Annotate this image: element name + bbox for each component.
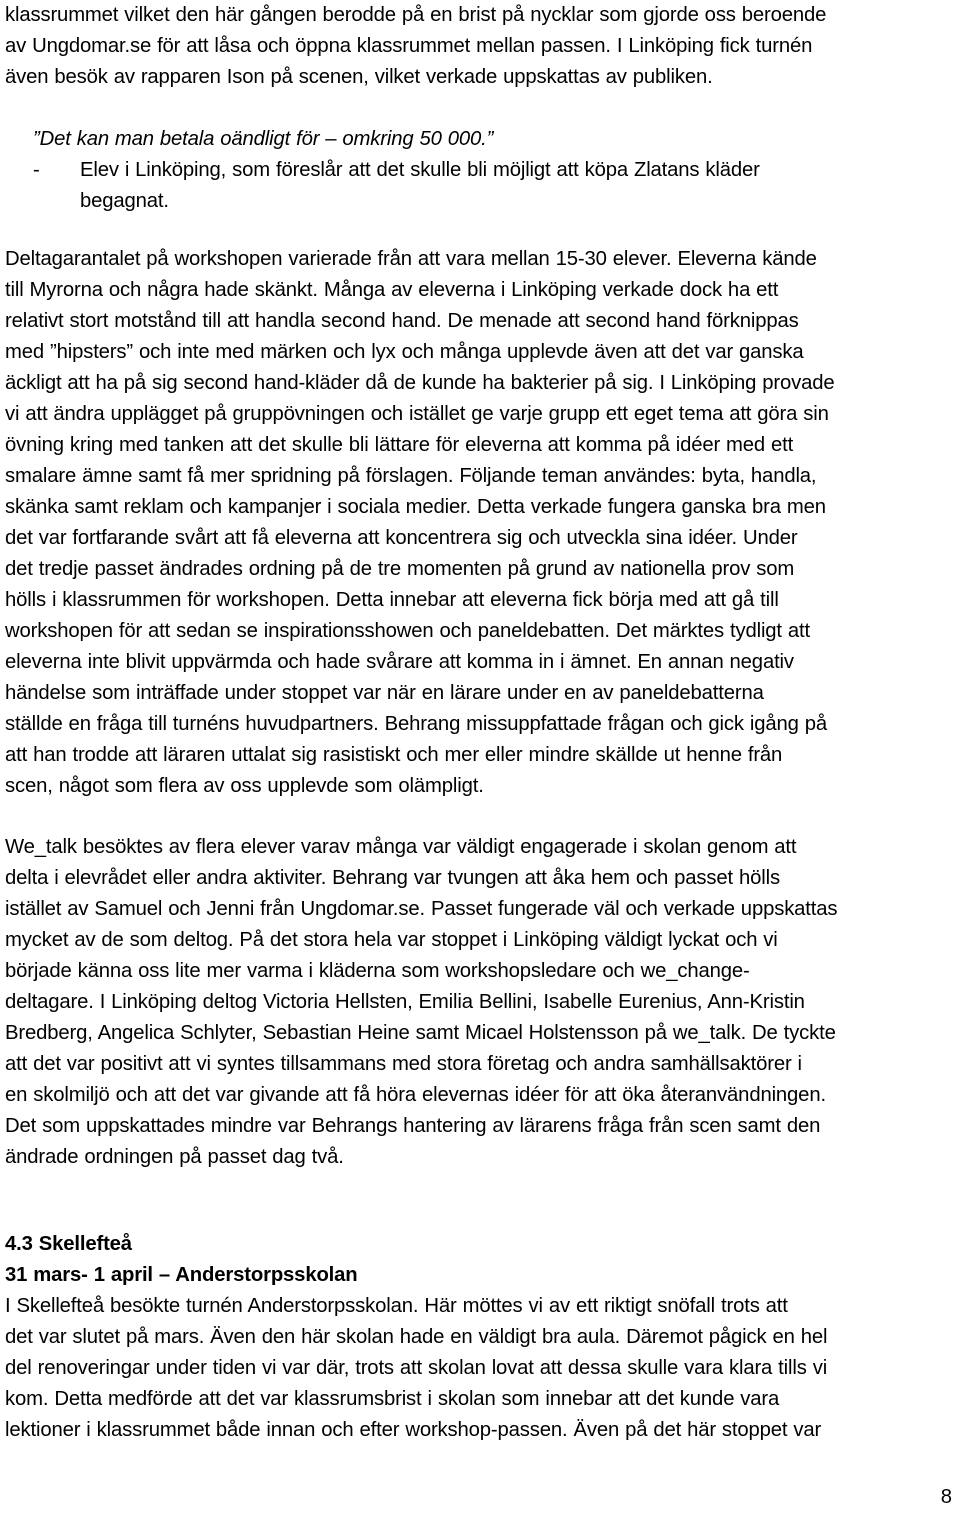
text-line: ändrade ordningen på passet dag två. [5, 1146, 344, 1168]
text-line: relativt stort motstånd till att handla second hand. De menade att second hand förknippas [5, 310, 799, 332]
quote-attribution-text: begagnat. [80, 190, 169, 212]
text-line: även besök av rapparen Ison på scenen, vilket verkade uppskattas av publiken. [5, 66, 713, 88]
text-line: We_talk besöktes av flera elever varav många var väldigt engagerade i skolan genom att [5, 836, 797, 858]
text-line: kom. Detta medförde att det var klassrumsbrist i skolan som innebar att det kunde vara [5, 1388, 780, 1410]
text-line: hölls i klassrummen för workshopen. Detta innebar att eleverna fick börja med att gå till [5, 589, 779, 611]
text-line: att det var positivt att vi syntes tillsammans med stora företag och andra samhällsaktörer i [5, 1053, 802, 1075]
text-line: del renoveringar under tiden vi var där, trots att skolan lovat att dessa skulle vara klara tills vi [5, 1357, 828, 1379]
text-line: workshopen för att sedan se inspirationsshowen och paneldebatten. Det märktes tydligt att [5, 620, 810, 642]
text-line: en skolmiljö och att det var givande att få höra elevernas idéer för att öka återanvändningen. [5, 1084, 826, 1106]
text-line: klassrummet vilket den här gången berodde på en brist på nycklar som gjorde oss beroende [5, 4, 827, 26]
quote-attribution-line [33, 186, 953, 217]
text-line: deltagare. I Linköping deltog Victoria Hellsten, Emilia Bellini, Isabelle Eurenius, Ann-Kristin [5, 991, 805, 1013]
quote-text: ”Det kan man betala oändligt för – omkring 50 000.” [33, 128, 494, 150]
list-dash: - [33, 159, 40, 181]
text-line: I Skellefteå besökte turnén Anderstorpsskolan. Här möttes vi av ett riktigt snöfall trots att [5, 1295, 788, 1317]
workshop-paragraph [5, 244, 835, 802]
text-line: scen, något som flera av oss upplevde som olämpligt. [5, 775, 484, 797]
text-line: det tredje passet ändrades ordning på de tre momenten på grund av nationella prov som [5, 558, 795, 580]
text-line: smalare ämne samt få mer spridning på förslagen. Följande teman användes: byta, handla, [5, 465, 817, 487]
text-line: Det som uppskattades mindre var Behrangs hantering av lärarens fråga från scen samt den [5, 1115, 821, 1137]
text-line: började känna oss lite mer varma i kläderna som workshopsledare och we_change- [5, 960, 750, 982]
section-heading: 4.3 Skellefteå [5, 1233, 132, 1255]
text-line: vi att ändra upplägget på gruppövningen och istället ge varje grupp ett eget tema att göra sin [5, 403, 829, 425]
intro-paragraph [5, 0, 826, 93]
quote-attribution [33, 155, 953, 217]
text-line: att han trodde att läraren uttalat sig rasistiskt och mer eller mindre skällde ut henne från [5, 744, 783, 766]
text-line: ställde en fråga till turnéns huvudpartners. Behrang missuppfattade frågan och gick igång på [5, 713, 827, 735]
text-line: delta i elevrådet eller andra aktiviter. Behrang var tvungen att åka hem och passet hölls [5, 867, 780, 889]
text-line: Bredberg, Angelica Schlyter, Sebastian Heine samt Micael Holstensson på we_talk. De tyckte [5, 1022, 836, 1044]
text-line: istället av Samuel och Jenni från Ungdomar.se. Passet fungerade väl och verkade uppskattas [5, 898, 838, 920]
quote-block [33, 124, 953, 217]
wetalk-paragraph [5, 832, 837, 1173]
text-line: Deltagarantalet på workshopen varierade från att vara mellan 15-30 elever. Eleverna kände [5, 248, 817, 270]
text-line: mycket av de som deltog. På det stora hela var stoppet i Linköping väldigt lyckat och vi [5, 929, 778, 951]
text-line: händelse som inträffade under stoppet var när en lärare under en av paneldebatterna [5, 682, 764, 704]
text-line: skänka samt reklam och kampanjer i sociala medier. Detta verkade fungera ganska bra men [5, 496, 826, 518]
text-line: av Ungdomar.se för att låsa och öppna klassrummet mellan passen. I Linköping fick turnén [5, 35, 813, 57]
text-line: äckligt att ha på sig second hand-kläder då de kunde ha bakterier på sig. I Linköping provade [5, 372, 835, 394]
text-line: det var slutet på mars. Även den här skolan hade en väldigt bra aula. Däremot pågick en hel [5, 1326, 828, 1348]
quote-attribution-line [33, 155, 953, 186]
text-line: till Myrorna och några hade skänkt. Många av eleverna i Linköping verkade dock ha ett [5, 279, 779, 301]
text-line: lektioner i klassrummet både innan och efter workshop-passen. Även på det här stoppet var [5, 1419, 822, 1441]
skelleftea-paragraph [5, 1291, 827, 1446]
text-line: med ”hipsters” och inte med märken och lyx och många upplevde även att det var ganska [5, 341, 804, 363]
section-subheading: 31 mars- 1 april – Anderstorpsskolan [5, 1264, 358, 1286]
quote-attribution-text: Elev i Linköping, som föreslår att det skulle bli möjligt att köpa Zlatans kläder [80, 159, 760, 181]
text-line: eleverna inte blivit uppvärmda och hade svårare att komma in i ämnet. En annan negativ [5, 651, 794, 673]
page-number: 8 [940, 1486, 952, 1508]
text-line: övning kring med tanken att det skulle bli lättare för eleverna att komma på idéer med ett [5, 434, 794, 456]
text-line: det var fortfarande svårt att få eleverna att koncentrera sig och utveckla sina idéer. Under [5, 527, 798, 549]
